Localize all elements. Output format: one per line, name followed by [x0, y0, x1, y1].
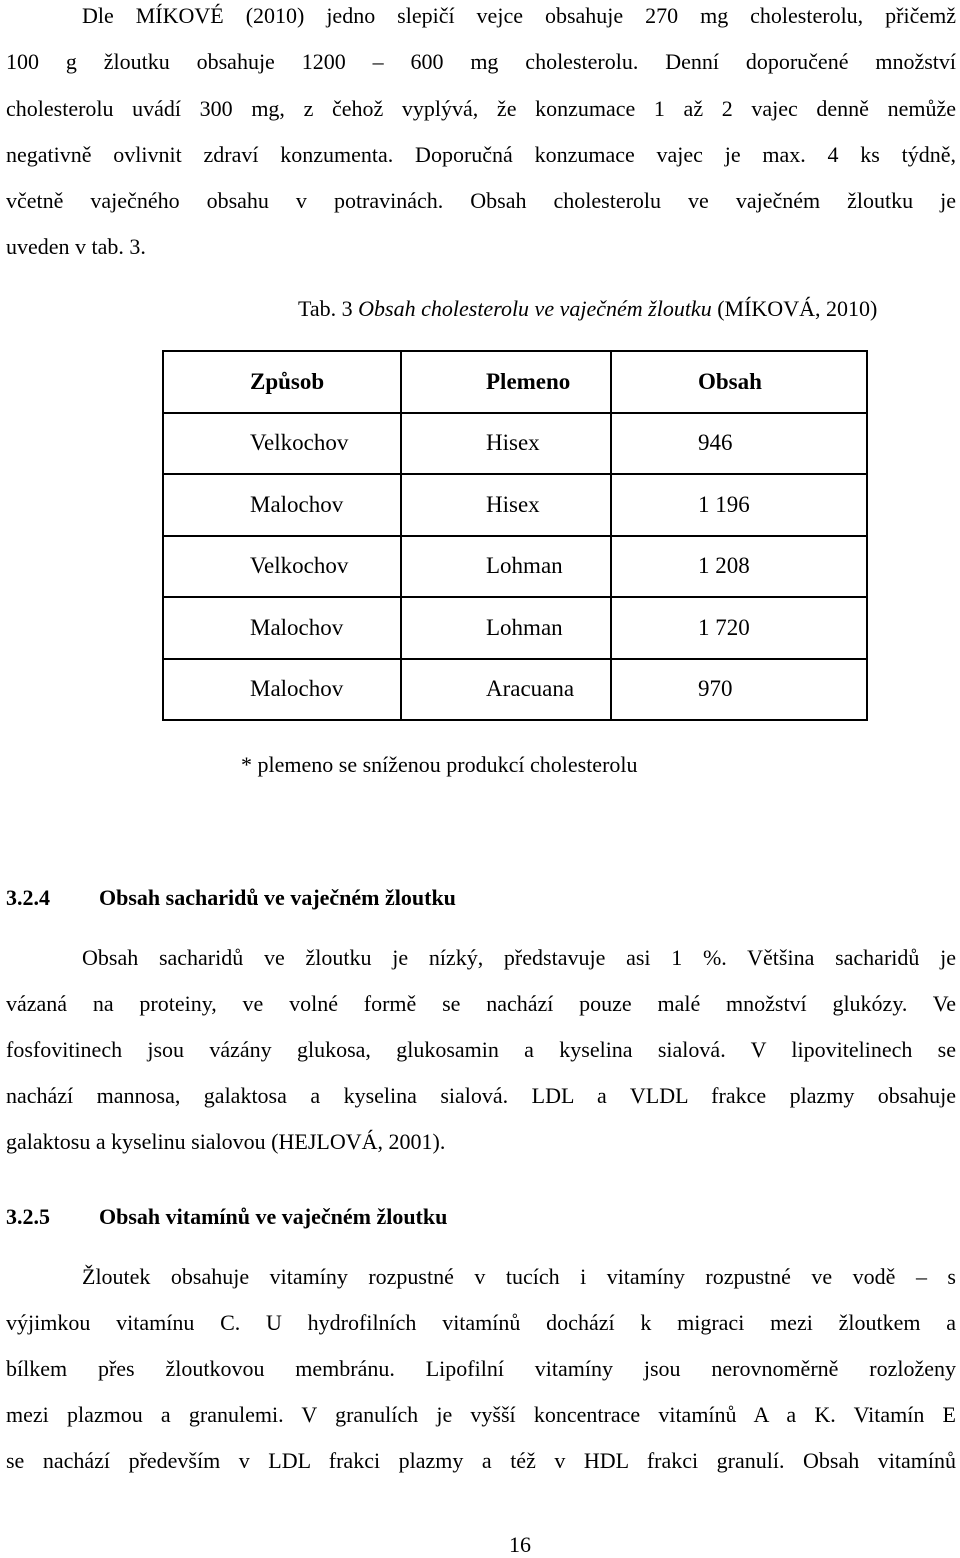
section-heading	[6, 885, 456, 911]
table-cell: Malochov	[163, 474, 401, 536]
cholesterol-table	[162, 350, 868, 721]
table-header-cell: Plemeno	[401, 351, 611, 413]
table-row	[163, 474, 867, 536]
paragraph-line: se nachází především v LDL frakci plazmy a též v HDL frakci granulí. Obsah vitamínů	[6, 1448, 956, 1473]
paragraph-line: nachází mannosa, galaktosa a kyselina sialová. LDL a VLDL frakce plazmy obsahuje	[6, 1083, 956, 1108]
table-row	[163, 536, 867, 598]
table-header-row	[163, 351, 867, 413]
table-cell: Aracuana	[401, 659, 611, 721]
section-title: Obsah vitamínů ve vaječném žloutku	[99, 1204, 448, 1229]
intro-line: uveden v tab. 3.	[6, 234, 146, 259]
table-cell: Hisex	[401, 413, 611, 475]
paragraph-line: bílkem přes žloutkovou membránu. Lipofilní vitamíny jsou nerovnoměrně rozloženy	[6, 1356, 956, 1381]
paragraph-line: galaktosu a kyselinu sialovou (HEJLOVÁ, 2001).	[6, 1129, 446, 1154]
table-cell: 1 208	[611, 536, 867, 598]
intro-line: Dle MÍKOVÉ (2010) jedno slepičí vejce obsahuje 270 mg cholesterolu, přičemž	[82, 3, 956, 28]
table-row	[163, 659, 867, 721]
table-cell: Velkochov	[163, 413, 401, 475]
page-number: 16	[509, 1532, 531, 1557]
intro-line: cholesterolu uvádí 300 mg, z čehož vyplývá, že konzumace 1 až 2 vajec denně nemůže	[6, 96, 956, 121]
table-cell: Malochov	[163, 597, 401, 659]
paragraph-line: vázaná na proteiny, ve volné formě se nachází pouze malé množství glukózy. Ve	[6, 991, 956, 1016]
paragraph-line: fosfovitinech jsou vázány glukosa, glukosamin a kyselina sialová. V lipovitelinech se	[6, 1037, 956, 1062]
table-cell: 946	[611, 413, 867, 475]
table-cell: 1 196	[611, 474, 867, 536]
paragraph-line: Žloutek obsahuje vitamíny rozpustné v tucích i vitamíny rozpustné ve vodě – s	[82, 1264, 956, 1289]
section-number: 3.2.4	[6, 885, 50, 910]
table-cell: 970	[611, 659, 867, 721]
table-note: * plemeno se sníženou produkcí cholesterolu	[241, 752, 638, 777]
table-header-cell: Obsah	[611, 351, 867, 413]
table-caption-label: Tab. 3	[298, 296, 359, 321]
table-cell: Hisex	[401, 474, 611, 536]
table-cell: 1 720	[611, 597, 867, 659]
section-title: Obsah sacharidů ve vaječném žloutku	[99, 885, 456, 910]
table-row	[163, 413, 867, 475]
table-caption	[298, 296, 877, 322]
intro-line: včetně vaječného obsahu v potravinách. Obsah cholesterolu ve vaječném žloutku je	[6, 188, 956, 213]
intro-line: negativně ovlivnit zdraví konzumenta. Doporučná konzumace vajec je max. 4 ks týdně,	[6, 142, 956, 167]
table-header-cell: Způsob	[163, 351, 401, 413]
table-caption-source: (MÍKOVÁ, 2010)	[711, 296, 878, 321]
paragraph-line: mezi plazmou a granulemi. V granulích je vyšší koncentrace vitamínů A a K. Vitamín E	[6, 1402, 956, 1427]
section-heading	[6, 1204, 447, 1230]
paragraph-line: výjimkou vitamínu C. U hydrofilních vitamínů dochází k migraci mezi žloutkem a	[6, 1310, 956, 1335]
table-cell: Lohman	[401, 536, 611, 598]
section-number: 3.2.5	[6, 1204, 50, 1229]
intro-line: 100 g žloutku obsahuje 1200 – 600 mg cholesterolu. Denní doporučené množství	[6, 49, 956, 74]
paragraph-line: Obsah sacharidů ve žloutku je nízký, představuje asi 1 %. Většina sacharidů je	[82, 945, 956, 970]
table-row	[163, 597, 867, 659]
table-cell: Velkochov	[163, 536, 401, 598]
table-caption-title: Obsah cholesterolu ve vaječném žloutku	[358, 296, 712, 321]
table-cell: Lohman	[401, 597, 611, 659]
table-cell: Malochov	[163, 659, 401, 721]
